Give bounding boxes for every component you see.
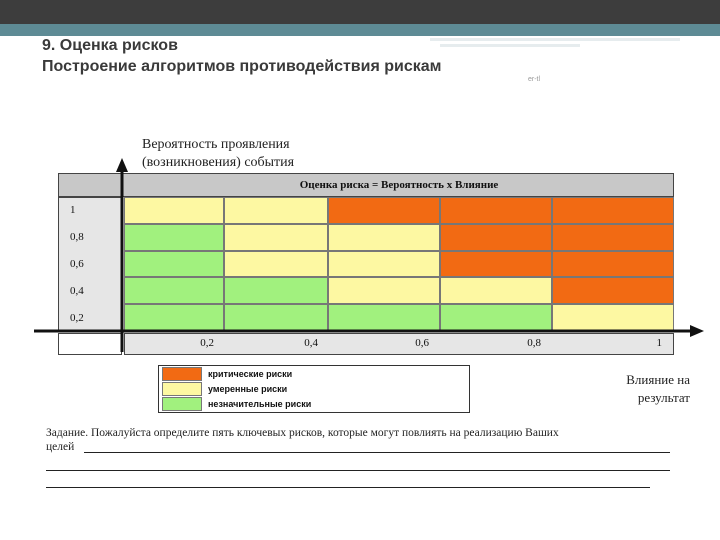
x-axis-label xyxy=(598,371,690,407)
answer-line xyxy=(46,470,670,471)
y-axis-label-line1: Вероятность проявления xyxy=(142,137,290,152)
row-label: 0,8 xyxy=(70,231,84,243)
task-line2: целей xyxy=(46,441,75,453)
row-label: 0,2 xyxy=(70,312,84,324)
legend-label-moderate: умеренные риски xyxy=(208,384,288,394)
small-note: er-tl xyxy=(528,76,541,83)
column-label: 0,2 xyxy=(200,337,214,349)
task-text xyxy=(46,426,686,454)
column-label: 1 xyxy=(656,337,662,349)
row-label: 0,6 xyxy=(70,258,84,270)
row-label: 0,4 xyxy=(70,285,84,297)
legend xyxy=(158,365,470,413)
legend-swatch-minor xyxy=(162,397,202,411)
slide-title: 9. Оценка рисков xyxy=(42,37,178,54)
column-label: 0,4 xyxy=(304,337,318,349)
column-label: 0,8 xyxy=(527,337,541,349)
legend-swatch-critical xyxy=(162,367,202,381)
column-label: 0,6 xyxy=(415,337,429,349)
legend-swatch-moderate xyxy=(162,382,202,396)
x-axis-arrowhead xyxy=(690,325,704,337)
y-axis-arrowhead xyxy=(116,158,128,172)
legend-label-minor: незначительные риски xyxy=(208,399,312,409)
answer-line xyxy=(46,487,650,488)
task-line1: Задание. Пожалуйста определите пять ключевых рисков, которые могут повлиять на реализацию Ваших xyxy=(46,427,559,439)
answer-line xyxy=(84,452,670,453)
slide-subtitle: Построение алгоритмов противодействия рискам xyxy=(42,58,442,75)
x-axis-label-line1: Влияние на xyxy=(626,372,690,387)
y-axis-label-line2: (возникновения) события xyxy=(142,155,295,170)
x-axis-label-line2: результат xyxy=(637,390,690,405)
row-label: 1 xyxy=(70,204,76,216)
legend-label-critical: критические риски xyxy=(208,369,293,379)
matrix-header: Оценка риска = Вероятность х Влияние xyxy=(299,179,499,191)
